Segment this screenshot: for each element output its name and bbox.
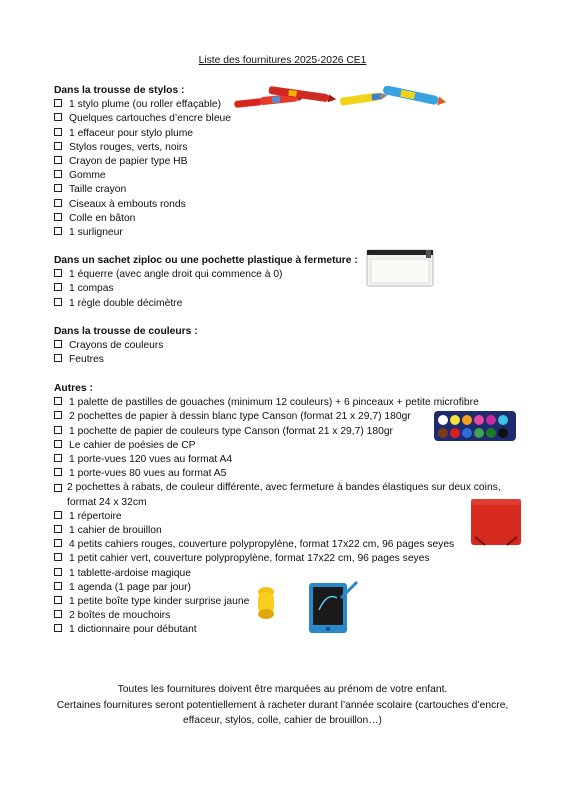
list-item[interactable]: 1 effaceur pour stylo plume [54,127,524,141]
list-item[interactable]: 2 pochettes à rabats, de couleur différente, avec fermeture à bandes élastiques sur deux coins, format 24 x 32cm [54,481,519,509]
checkbox[interactable] [54,340,62,348]
yellow-capsule-icon [254,584,280,622]
checkbox[interactable] [54,156,62,164]
section-heading: Dans un sachet ziploc ou une pochette plastique à fermeture : [54,255,358,266]
checkbox[interactable] [54,142,62,150]
elastic-folder-icon [469,497,523,547]
list-item[interactable]: Colle en bâton [54,212,524,226]
checkbox[interactable] [54,582,62,590]
checkbox[interactable] [54,354,62,362]
drawing-tablet-icon [303,580,359,636]
list-item[interactable]: 1 répertoire [54,510,524,524]
checkbox[interactable] [54,397,62,405]
list-item[interactable]: 2 boîtes de mouchoirs [54,609,524,623]
list-item[interactable]: 2 pochettes de papier à dessin blanc type Canson (format 21 x 29,7) 180gr [54,410,524,424]
list-item[interactable]: 1 pochette de papier de couleurs type Canson (format 21 x 29,7) 180gr [54,425,524,439]
checkbox[interactable] [54,511,62,519]
checkbox[interactable] [54,99,62,107]
section-heading: Dans la trousse de couleurs : [54,326,198,337]
checkbox[interactable] [54,227,62,235]
checkbox[interactable] [54,411,62,419]
checkbox[interactable] [54,199,62,207]
checkbox[interactable] [54,468,62,476]
footer-line-2: Certaines fournitures seront potentiellement à racheter durant l’année scolaire (cartouches d’encre, effaceur, stylos, colle, cahier de brouillon…) [56,699,509,726]
list-item[interactable]: Gomme [54,169,524,183]
checkbox[interactable] [54,484,62,492]
checkbox[interactable] [54,184,62,192]
list-item[interactable]: 1 palette de pastilles de gouaches (minimum 12 couleurs) + 6 pinceaux + petite microfibre [54,396,524,410]
list-item[interactable]: 1 stylo plume (ou roller effaçable) [54,98,524,112]
checkbox[interactable] [54,610,62,618]
checkbox[interactable] [54,553,62,561]
checkbox[interactable] [54,213,62,221]
list-item[interactable]: 1 petite boîte type kinder surprise jaune [54,595,524,609]
checkbox[interactable] [54,440,62,448]
section-ziploc [54,254,524,311]
list-item[interactable]: 1 équerre (avec angle droit qui commence à 0) [54,268,524,282]
list-item[interactable]: Crayon de papier type HB [54,155,524,169]
checkbox[interactable] [54,298,62,306]
checkbox[interactable] [54,539,62,547]
checkbox[interactable] [54,525,62,533]
list-item[interactable]: 1 tablette-ardoise magique [54,567,524,581]
list-item[interactable]: Feutres [54,353,524,367]
list-item[interactable]: 1 règle double décimètre [54,297,524,311]
page-title: Liste des fournitures 2025-2026 CE1 [198,55,367,66]
fountain-pens-icon [232,86,448,112]
list-item[interactable]: 1 compas [54,282,524,296]
list-item[interactable]: 4 petits cahiers rouges, couverture polypropylène, format 17x22 cm, 96 pages seyes [54,538,524,552]
list-item[interactable]: 1 cahier de brouillon [54,524,524,538]
checkbox[interactable] [54,624,62,632]
checkbox[interactable] [54,426,62,434]
checkbox[interactable] [54,596,62,604]
list-item[interactable]: 1 agenda (1 page par jour) [54,581,524,595]
checkbox[interactable] [54,269,62,277]
list-item[interactable]: 1 porte-vues 120 vues au format A4 [54,453,524,467]
list-item[interactable]: 1 surligneur [54,226,524,240]
list-item[interactable]: Le cahier de poésies de CP [54,439,524,453]
list-item[interactable]: 1 dictionnaire pour débutant [54,623,524,637]
list-item[interactable]: Ciseaux à embouts ronds [54,198,524,212]
list-item[interactable]: Taille crayon [54,183,524,197]
footer-line-1: Toutes les fournitures doivent être marquées au prénom de votre enfant. [117,684,448,695]
section-heading: Dans la trousse de stylos : [54,85,185,96]
list-item[interactable]: 1 porte-vues 80 vues au format A5 [54,467,524,481]
list-item[interactable]: Crayons de couleurs [54,339,524,353]
checkbox[interactable] [54,170,62,178]
checkbox[interactable] [54,568,62,576]
list-item[interactable]: Quelques cartouches d’encre bleue [54,112,524,126]
checkbox[interactable] [54,113,62,121]
checkbox[interactable] [54,454,62,462]
section-colors [54,325,524,368]
list-item[interactable]: 1 petit cahier vert, couverture polypropylène, format 17x22 cm, 96 pages seyes [54,552,524,566]
zip-pouch-icon [366,249,434,287]
footer-note [50,682,515,729]
paint-palette-icon [433,408,517,442]
checkbox[interactable] [54,283,62,291]
checkbox[interactable] [54,128,62,136]
list-item[interactable]: Stylos rouges, verts, noirs [54,141,524,155]
section-heading: Autres : [54,383,93,394]
